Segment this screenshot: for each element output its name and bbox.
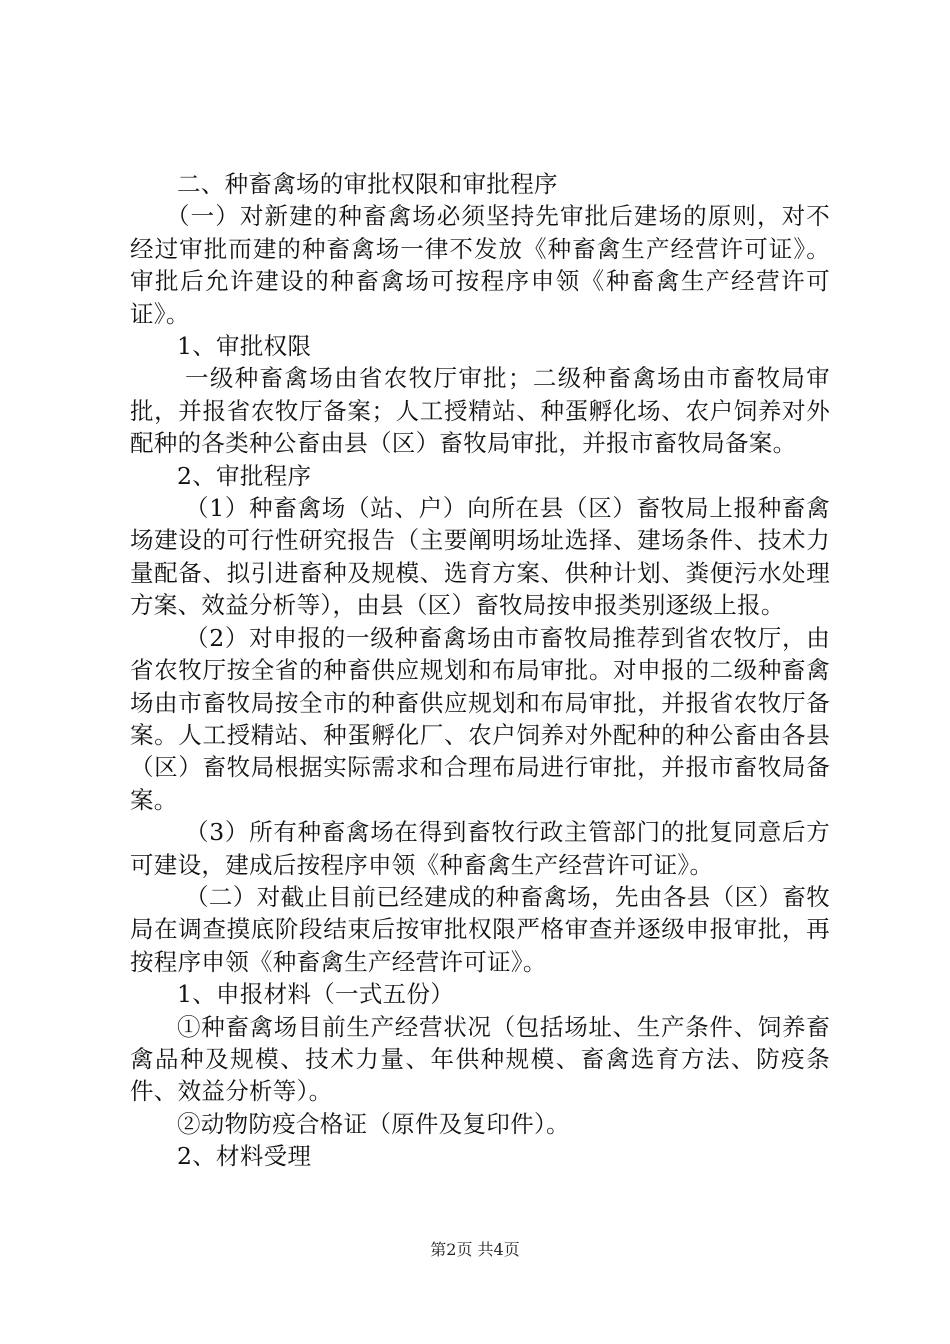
section-heading: 二、种畜禽场的审批权限和审批程序 [177,170,558,198]
subheading-application-materials: 1、申报材料（一式五份） [177,980,455,1009]
list-item-materials-1: ①种畜禽场目前生产经营状况（包括场址、生产条件、饲养畜禽品种及规模、技术力量、年供种规模、畜禽选育方法、防疫条件、效益分析等）。 [130,1012,830,1106]
paragraph-new-farms: （一）对新建的种畜禽场必须坚持先审批后建场的原则，对不经过审批而建的种畜禽场一律不发放《种畜禽生产经营许可证》。审批后允许建设的种畜禽场可按程序申领《种畜禽生产经营许可证》。 [130,202,830,328]
paragraph-existing-farms: （二）对截止目前已经建成的种畜禽场，先由各县（区）畜牧局在调查摸底阶段结束后按审批权限严格审查并逐级申报审批，再按程序申领《种畜禽生产经营许可证》。 [130,882,830,976]
subheading-approval-authority: 1、审批权限 [177,332,312,361]
paragraph-procedure-1: （1）种畜禽场（站、户）向所在县（区）畜牧局上报种畜禽场建设的可行性研究报告（主要阐明场址选择、建场条件、技术力量配备、拟引进畜种及规模、选育方案、供种计划、粪便污水处理方案、效益分析等），由县（区）畜牧局按申报类别逐级上报。 [130,494,830,620]
subheading-material-acceptance: 2、材料受理 [177,1142,312,1171]
paragraph-approval-authority: 一级种畜禽场由省农牧厅审批；二级种畜禽场由市畜牧局审批，并报省农牧厅备案；人工授精站、种蛋孵化场、农户饲养对外配种的各类种公畜由县（区）畜牧局审批，并报市畜牧局备案。 [130,364,830,458]
paragraph-procedure-3: （3）所有种畜禽场在得到畜牧行政主管部门的批复同意后方可建设，建成后按程序申领《种畜禽生产经营许可证》。 [130,818,830,879]
document-body [130,168,830,1173]
page-number-footer: 第2页 共4页 [430,1240,520,1259]
list-item-materials-2: ②动物防疫合格证（原件及复印件）。 [177,1109,570,1138]
subheading-approval-procedure: 2、审批程序 [177,461,312,490]
paragraph-procedure-2: （2）对申报的一级种畜禽场由市畜牧局推荐到省农牧厅，由省农牧厅按全省的种畜供应规划和布局审批。对申报的二级种畜禽场由市畜牧局按全市的种畜供应规划和布局审批，并报省农牧厅备案。人工授精站、种蛋孵化厂、农户饲养对外配种的种公畜由各县（区）畜牧局根据实际需求和合理布局进行审批，并报市畜牧局备案。 [130,623,830,814]
